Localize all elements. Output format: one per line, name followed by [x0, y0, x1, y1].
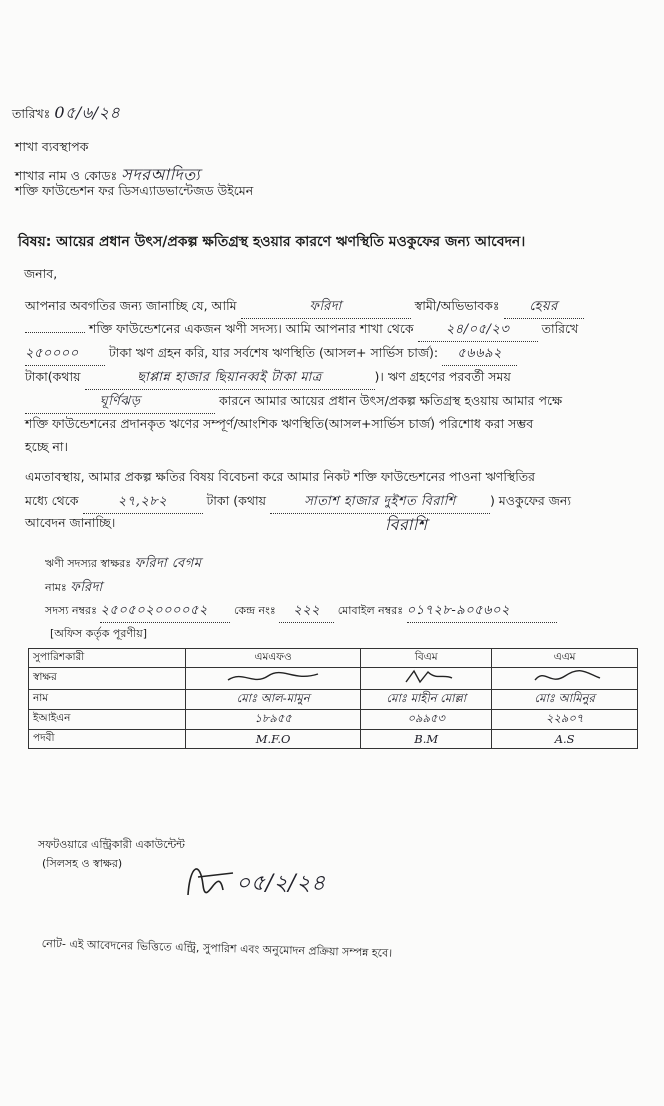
branch-value: সদরআদিত্য [121, 165, 201, 184]
waiver-words-value: সাতাশ হাজার দুইশত বিরাশি [270, 492, 490, 514]
member-signature-line [45, 554, 202, 575]
member-number-label: সদস্য নম্বরঃ [45, 604, 97, 617]
row-label: পদবী [29, 730, 186, 749]
body-line-6: শক্তি ফাউন্ডেশনের প্রদানকৃত ঋণের সম্পূর্ণ/আংশিক ঋণস্থিতি(আসল+সার্ভিস চার্জ) পরিশোধ করা সম্ভব [25, 416, 534, 431]
body-text: তারিখে [541, 321, 579, 336]
body-line-2 [25, 320, 578, 342]
body-text: আপনার অবগতির জন্য জানাচ্ছি যে, আমি [25, 298, 237, 313]
body-text: টাকা ঋণ গ্রহন করি, যার সর্বশেষ ঋণস্থিতি (আসল+ সার্ভিস চার্জ): [108, 345, 439, 360]
body-line-5 [25, 392, 562, 414]
balance-words-value: ছাপ্পান্ন হাজার ছিয়ানব্বই টাকা মাত্র [85, 368, 375, 390]
body-line-7: হচ্ছে না। [25, 439, 68, 454]
table-header-row [29, 649, 638, 668]
body-text: )। ঋণ গ্রহণের পরবর্তী সময় [374, 369, 511, 384]
waiver-amount-value: ২৭,২৮২ [83, 492, 203, 514]
accountant-line-2: (সিলসহ ও স্বাক্ষর) [42, 857, 123, 870]
recommendation-table [28, 648, 638, 749]
mobile-label: মোবাইল নম্বরঃ [337, 604, 404, 617]
para2-line-2 [25, 492, 571, 514]
footer-note: নোট- এই আবেদনের ভিত্তিতে এন্ট্রি, সুপারিশ এবং অনুমোদন প্রক্রিয়া সম্পন্ন হবে। [41, 936, 393, 960]
row-label: ইআইএন [29, 710, 186, 730]
body-text: শক্তি ফাউন্ডেশনের একজন ঋণী সদস্য। আমি আপনার শাখা থেকে [88, 321, 414, 336]
signature-cell [186, 668, 361, 690]
para2-line-3: আবেদন জানাচ্ছি। [25, 515, 116, 530]
balance-value: ৫৬৬৯২ [442, 344, 517, 366]
branch-label: শাখার নাম ও কোডঃ [15, 168, 118, 183]
member-name-line [45, 578, 103, 599]
table-row [29, 730, 638, 749]
body-line-3 [25, 344, 517, 366]
table-cell: ১৮৯৫৫ [186, 710, 361, 730]
date-line [12, 100, 120, 127]
table-row [29, 710, 638, 730]
loan-amount-value: ২৫০০০০ [25, 344, 105, 366]
body-text: টাকা(কথায় [25, 369, 81, 384]
center-value: ২২২ [279, 601, 334, 623]
member-name-value: ফরিদা [241, 297, 411, 319]
subject: বিষয়: আয়ের প্রধান উৎস/প্রকল্প ক্ষতিগ্রস্থ হওয়ার কারণে ঋণস্থিতি মওকুফের জন্য আবেদন। [18, 234, 526, 250]
table-cell: ২২৯০৭ [492, 710, 638, 730]
addressee: শাখা ব্যবস্থাপক [15, 139, 89, 154]
office-note: [অফিস কর্তৃক পূরণীয়] [50, 627, 147, 640]
member-name-label: নামঃ [45, 581, 67, 594]
center-label: কেন্দ্র নংঃ [233, 604, 276, 617]
table-row [29, 668, 638, 690]
guardian-label: স্বামী/অভিভাবকঃ [414, 298, 500, 313]
signature-cell [492, 668, 638, 690]
table-cell: মোঃ মাহীন মোল্লা [361, 690, 492, 710]
member-signature-label: ঋণী সদস্যর স্বাক্ষরঃ [45, 557, 132, 570]
signature-cell [361, 668, 492, 690]
date-value: 0৫/৬/২৪ [54, 103, 121, 122]
table-row [29, 690, 638, 710]
table-header-cell: এমএফও [186, 649, 361, 668]
para2-line-1: এমতাবস্থায়, আমার প্রকল্প ক্ষতির বিষয় বিবেচনা করে আমার নিকট শক্তি ফাউন্ডেশনের পাওনা ঋণস্থিতির [25, 469, 536, 484]
body-text: ) মওকুফের জন্য [489, 493, 571, 508]
mobile-value: ০১৭২৮-৯০৫৬০২ [407, 601, 557, 623]
member-number-value: ২৫০৫০২০০০০৫২ [100, 601, 230, 623]
member-number-line [45, 601, 557, 623]
signature-scribble [218, 668, 328, 686]
date-label: তারিখঃ [12, 106, 51, 121]
table-header-cell: এএম [492, 649, 638, 668]
member-signature-value: ফরিদা বেগম [134, 556, 202, 571]
table-cell: A.S [492, 730, 638, 749]
guardian-value: হেয়র [504, 297, 584, 319]
row-label: নাম [29, 690, 186, 710]
table-cell: B.M [361, 730, 492, 749]
table-header-cell: সুপারিশকারী [29, 649, 186, 668]
body-text: মধ্যে থেকে [25, 493, 79, 508]
body-text: টাকা (কথায় [206, 493, 266, 508]
body-text: কারনে আমার আয়ের প্রধান উৎস/প্রকল্প ক্ষতিগ্রস্থ হওয়ায় আমার পক্ষে [218, 393, 563, 408]
signature-scribble [386, 668, 466, 686]
member-name-field: ফরিদা [70, 580, 103, 595]
accountant-line-1: সফটওয়ারে এন্ট্রিকারী একাউন্টেন্ট [38, 838, 185, 851]
body-line-1 [25, 297, 584, 319]
table-cell: মোঃ আমিনুর [492, 690, 638, 710]
salutation: জনাব, [24, 266, 58, 281]
table-cell: M.F.O [186, 730, 361, 749]
waiver-words-continuation: বিরাশি [385, 515, 428, 534]
loan-date-value: ২৪/০৫/২৩ [418, 320, 538, 342]
row-label: স্বাক্ষর [29, 668, 186, 690]
table-cell: ০৯৯৫৩ [361, 710, 492, 730]
signature-scribble [520, 668, 610, 686]
blank-dots [25, 332, 85, 333]
reason-value: ঘূর্ণিঝড় [25, 392, 215, 414]
table-cell: মোঃ আল-মামুন [186, 690, 361, 710]
accountant-date: ০৫/২/২৪ [236, 871, 326, 896]
body-line-4 [25, 368, 511, 390]
table-header-cell: বিএম [361, 649, 492, 668]
org-name: শক্তি ফাউন্ডেশন ফর ডিসএ্যাডভান্টেজড উইমেন [15, 183, 254, 198]
